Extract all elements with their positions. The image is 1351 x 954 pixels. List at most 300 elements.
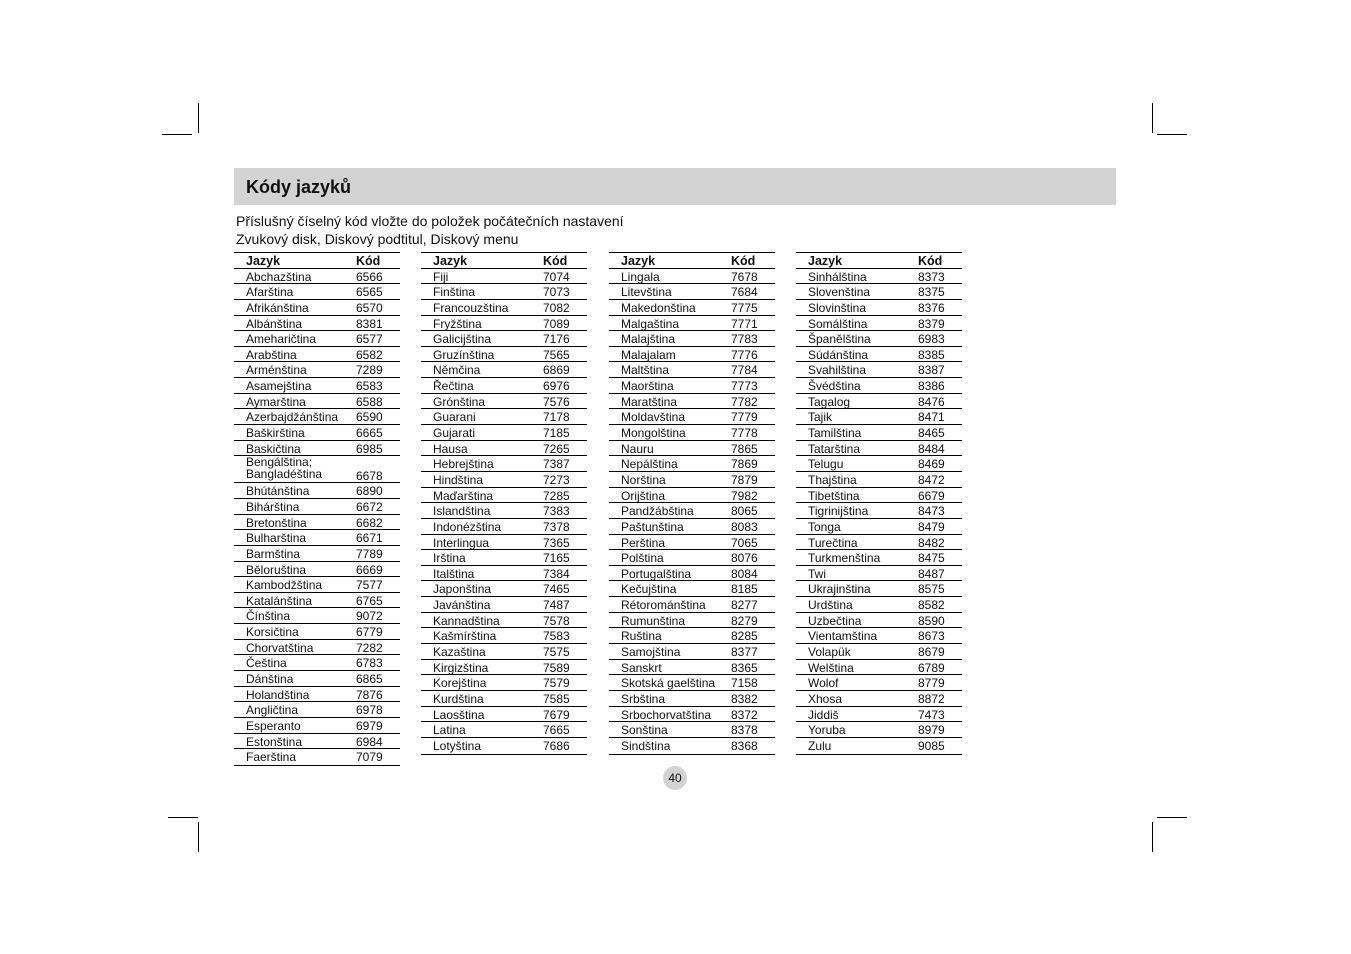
table-row (234, 687, 400, 703)
header-language: Jazyk (621, 254, 656, 268)
language-name: Afarština (246, 285, 294, 300)
language-code: 8575 (918, 582, 945, 597)
language-name: Volapük (808, 645, 851, 660)
crop-mark (1157, 134, 1187, 135)
page-title: Kódy jazyků (246, 177, 352, 197)
table-row (609, 347, 775, 363)
language-name: Tagalog (808, 394, 851, 409)
language-name: Bretonština (246, 515, 307, 530)
language-code: 6669 (356, 562, 383, 577)
table-row (234, 331, 400, 347)
language-table-column-2 (421, 252, 587, 755)
table-row (421, 316, 587, 332)
header-code: Kód (731, 254, 756, 268)
language-name: Thajština (808, 472, 857, 487)
language-name: Abchazština (246, 269, 312, 284)
table-row (609, 378, 775, 394)
language-name: Albánština (246, 316, 303, 331)
language-name: Vientamština (808, 629, 878, 644)
language-name: Řečtina (433, 379, 474, 394)
table-row (796, 300, 962, 316)
table-row (796, 628, 962, 644)
language-code: 8582 (918, 598, 945, 613)
table-row (421, 378, 587, 394)
language-name: Maďarština (433, 488, 494, 503)
language-name: Kambodžština (246, 578, 323, 593)
crop-mark (198, 103, 199, 133)
language-name: Malajalam (621, 347, 676, 362)
language-name: Kannadština (433, 613, 500, 628)
language-name: Bengálština; Bangladéština (246, 455, 323, 482)
language-code: 8673 (918, 629, 945, 644)
language-code: 6869 (543, 363, 570, 378)
table-row (234, 749, 400, 765)
table-row (609, 535, 775, 551)
language-code: 8285 (731, 629, 758, 644)
language-name: Indonézština (433, 519, 502, 534)
language-code: 8590 (918, 613, 945, 628)
language-code: 6583 (356, 379, 383, 394)
crop-mark (1152, 103, 1153, 133)
table-header (421, 253, 587, 269)
language-name: Asamejština (246, 379, 312, 394)
language-name: Bihárština (246, 499, 300, 514)
table-row (234, 562, 400, 578)
language-name: Uzbečtina (808, 613, 862, 628)
language-code: 6984 (356, 734, 383, 749)
table-row (609, 738, 775, 754)
language-code: 7778 (731, 426, 758, 441)
table-row (609, 519, 775, 535)
table-row (421, 394, 587, 410)
language-code: 7089 (543, 316, 570, 331)
table-row (796, 394, 962, 410)
table-row (609, 394, 775, 410)
language-name: Tibetština (808, 488, 860, 503)
language-code: 7065 (731, 535, 758, 550)
table-row (796, 409, 962, 425)
language-name: Twi (808, 566, 826, 581)
language-code: 8381 (356, 316, 383, 331)
table-row (421, 722, 587, 738)
language-name: Islandština (433, 504, 491, 519)
table-row (609, 425, 775, 441)
language-table-column-3 (609, 252, 775, 755)
language-code: 7074 (543, 269, 570, 284)
header-language: Jazyk (433, 254, 468, 268)
language-code: 8484 (918, 441, 945, 456)
table-row (421, 284, 587, 300)
table-row (796, 722, 962, 738)
header-code: Kód (918, 254, 943, 268)
table-row (609, 472, 775, 488)
table-row (796, 488, 962, 504)
table-row (421, 628, 587, 644)
table-row (796, 284, 962, 300)
language-code: 6978 (356, 703, 383, 718)
language-code: 7473 (918, 707, 945, 722)
language-name: Kašmírština (433, 629, 497, 644)
language-code: 7665 (543, 723, 570, 738)
table-row (234, 394, 400, 410)
table-row (234, 409, 400, 425)
language-code: 6665 (356, 426, 383, 441)
language-code: 7289 (356, 363, 383, 378)
language-name: Dánština (246, 672, 294, 687)
language-name: Maratština (621, 394, 678, 409)
language-code: 7576 (543, 394, 570, 409)
language-code: 7865 (731, 441, 758, 456)
language-name: Grónština (433, 394, 486, 409)
table-row (796, 566, 962, 582)
language-name: Ameharičtina (246, 332, 317, 347)
language-code: 8277 (731, 598, 758, 613)
language-code: 8779 (918, 676, 945, 691)
table-row (234, 499, 400, 515)
table-row (421, 362, 587, 378)
table-row (421, 566, 587, 582)
language-name: Sonština (621, 723, 668, 738)
language-name: Mongolština (621, 426, 686, 441)
language-code: 7585 (543, 691, 570, 706)
table-row (609, 441, 775, 457)
language-code: 6678 (356, 469, 383, 484)
language-name: Katalánština (246, 593, 313, 608)
table-row (609, 660, 775, 676)
language-name: Polština (621, 551, 664, 566)
table-row (421, 644, 587, 660)
language-name: Korejština (433, 676, 487, 691)
language-name: Nauru (621, 441, 654, 456)
language-code: 8469 (918, 457, 945, 472)
language-name: Afrikánština (246, 300, 309, 315)
language-name: Barmština (246, 546, 301, 561)
table-row (609, 284, 775, 300)
table-row (421, 269, 587, 285)
table-row (421, 581, 587, 597)
language-code: 7779 (731, 410, 758, 425)
language-code: 8482 (918, 535, 945, 550)
language-code: 6570 (356, 300, 383, 315)
crop-mark (1152, 822, 1153, 852)
language-code: 8076 (731, 551, 758, 566)
language-code: 6983 (918, 332, 945, 347)
table-row (234, 347, 400, 363)
language-name: Javánština (433, 598, 491, 613)
table-row (234, 300, 400, 316)
table-row (796, 441, 962, 457)
language-name: Welština (808, 660, 854, 675)
table-row (234, 702, 400, 718)
language-name: Fiji (433, 269, 449, 284)
table-row (796, 597, 962, 613)
language-code: 7384 (543, 566, 570, 581)
language-name: Maltština (621, 363, 670, 378)
language-name: Portugalština (621, 566, 692, 581)
table-row (421, 331, 587, 347)
language-name: Samojština (621, 645, 681, 660)
table-row (234, 269, 400, 285)
table-row (421, 347, 587, 363)
language-name: Tajik (808, 410, 833, 425)
language-code: 8368 (731, 738, 758, 753)
language-name: Čeština (246, 656, 287, 671)
language-code: 7782 (731, 394, 758, 409)
table-row (234, 515, 400, 531)
table-row (796, 472, 962, 488)
table-header (234, 253, 400, 269)
table-row (796, 269, 962, 285)
table-row (796, 581, 962, 597)
language-table-column-1 (234, 252, 400, 766)
language-name: Turečtina (808, 535, 858, 550)
language-name: Rumunština (621, 613, 686, 628)
language-code: 7982 (731, 488, 758, 503)
table-row (609, 269, 775, 285)
language-code: 6865 (356, 672, 383, 687)
language-name: Maorština (621, 379, 674, 394)
language-code: 8479 (918, 519, 945, 534)
language-name: Ukrajinština (808, 582, 871, 597)
language-code: 8979 (918, 723, 945, 738)
language-code: 7783 (731, 332, 758, 347)
table-row (421, 707, 587, 723)
language-code: 7771 (731, 316, 758, 331)
language-code: 8378 (731, 723, 758, 738)
language-code: 7079 (356, 750, 383, 765)
table-row (796, 331, 962, 347)
language-name: Lotyština (433, 738, 482, 753)
language-name: Súdánština (808, 347, 869, 362)
language-code: 8185 (731, 582, 758, 597)
language-name: Sindština (621, 738, 671, 753)
language-name: Latina (433, 723, 466, 738)
language-name: Francouzština (433, 300, 509, 315)
language-name: Svahilština (808, 363, 867, 378)
language-code: 7589 (543, 660, 570, 675)
language-name: Běloruština (246, 562, 307, 577)
table-row (609, 488, 775, 504)
language-code: 6565 (356, 285, 383, 300)
table-row (421, 738, 587, 754)
table-row (796, 707, 962, 723)
language-name: Faerština (246, 750, 297, 765)
table-row (796, 660, 962, 676)
language-code: 8475 (918, 551, 945, 566)
language-code: 6779 (356, 625, 383, 640)
language-code: 8679 (918, 645, 945, 660)
header-language: Jazyk (808, 254, 843, 268)
language-name: Turkmenština (808, 551, 881, 566)
language-code: 7158 (731, 676, 758, 691)
language-code: 8472 (918, 472, 945, 487)
language-code: 7679 (543, 707, 570, 722)
language-name: Ruština (621, 629, 662, 644)
language-name: Finština (433, 285, 476, 300)
language-code: 6679 (918, 488, 945, 503)
language-code: 8465 (918, 426, 945, 441)
language-name: Estonština (246, 734, 303, 749)
table-row (234, 378, 400, 394)
language-code: 7565 (543, 347, 570, 362)
language-code: 7575 (543, 645, 570, 660)
language-code: 6985 (356, 441, 383, 456)
table-row (421, 409, 587, 425)
table-row (796, 425, 962, 441)
language-name: Pandžábština (621, 504, 694, 519)
language-name: Kurdština (433, 691, 484, 706)
language-name: Slovenština (808, 285, 871, 300)
language-code: 7578 (543, 613, 570, 628)
language-code: 8083 (731, 519, 758, 534)
table-row (234, 456, 400, 483)
language-name: Rétorománština (621, 598, 706, 613)
table-row (796, 613, 962, 629)
table-row (421, 456, 587, 472)
language-code: 7879 (731, 472, 758, 487)
table-row (796, 362, 962, 378)
language-code: 8279 (731, 613, 758, 628)
language-name: Wolof (808, 676, 839, 691)
table-row (796, 550, 962, 566)
table-row (609, 409, 775, 425)
table-row (234, 284, 400, 300)
language-name: Interlingua (433, 535, 490, 550)
table-row (234, 441, 400, 457)
language-code: 8065 (731, 504, 758, 519)
table-row (234, 530, 400, 546)
language-name: Gruzínština (433, 347, 495, 362)
language-name: Němčina (433, 363, 481, 378)
language-code: 8375 (918, 285, 945, 300)
table-row (609, 691, 775, 707)
table-row (234, 577, 400, 593)
table-row (609, 707, 775, 723)
language-name: Arabština (246, 347, 297, 362)
language-code: 7487 (543, 598, 570, 613)
language-name: Azerbajdžánština (246, 410, 339, 425)
language-name: Urdština (808, 598, 853, 613)
language-name: Čínština (246, 609, 291, 624)
language-code: 6672 (356, 499, 383, 514)
table-row (421, 425, 587, 441)
language-code: 8872 (918, 691, 945, 706)
language-code: 8387 (918, 363, 945, 378)
language-name: Bhútánština (246, 484, 310, 499)
language-code: 7789 (356, 546, 383, 561)
language-name: Arménština (246, 363, 307, 378)
table-row (234, 718, 400, 734)
language-code: 8386 (918, 379, 945, 394)
language-code: 6582 (356, 347, 383, 362)
table-row (421, 519, 587, 535)
language-code: 8471 (918, 410, 945, 425)
table-row (796, 378, 962, 394)
language-code: 7273 (543, 472, 570, 487)
language-name: Paštunština (621, 519, 684, 534)
language-name: Irština (433, 551, 466, 566)
table-row (796, 519, 962, 535)
language-name: Nepálština (621, 457, 678, 472)
language-name: Zulu (808, 738, 832, 753)
language-code: 7678 (731, 269, 758, 284)
language-code: 9085 (918, 738, 945, 753)
language-name: Kirgizština (433, 660, 489, 675)
language-code: 8487 (918, 566, 945, 581)
table-row (234, 734, 400, 750)
table-row (609, 722, 775, 738)
language-code: 6979 (356, 718, 383, 733)
language-code: 6671 (356, 531, 383, 546)
table-row (234, 655, 400, 671)
language-name: Holandština (246, 687, 310, 702)
table-row (609, 316, 775, 332)
instruction-line: Příslušný číselný kód vložte do položek počátečních nastavení (236, 213, 624, 229)
language-name: Tigrinijština (808, 504, 869, 519)
table-row (234, 608, 400, 624)
table-row (421, 472, 587, 488)
language-name: Xhosa (808, 691, 843, 706)
language-name: Srbochorvatština (621, 707, 712, 722)
language-code: 6765 (356, 593, 383, 608)
language-code: 8365 (731, 660, 758, 675)
table-row (796, 675, 962, 691)
table-row (609, 331, 775, 347)
language-code: 8385 (918, 347, 945, 362)
language-name: Angličtina (246, 703, 299, 718)
language-name: Galicijština (433, 332, 492, 347)
table-row (234, 640, 400, 656)
table-row (234, 624, 400, 640)
language-code: 7876 (356, 687, 383, 702)
language-name: Orijština (621, 488, 666, 503)
language-code: 7165 (543, 551, 570, 566)
language-name: Korsičtina (246, 625, 299, 640)
language-code: 8476 (918, 394, 945, 409)
table-row (421, 300, 587, 316)
language-code: 7265 (543, 441, 570, 456)
language-code: 6566 (356, 269, 383, 284)
language-code: 7775 (731, 300, 758, 315)
header-code: Kód (543, 254, 568, 268)
language-code: 7465 (543, 582, 570, 597)
language-name: Kazaština (433, 645, 486, 660)
language-code: 7282 (356, 640, 383, 655)
language-name: Hindština (433, 472, 484, 487)
language-name: Moldavština (621, 410, 686, 425)
language-code: 7365 (543, 535, 570, 550)
table-row (234, 546, 400, 562)
table-row (421, 691, 587, 707)
language-code: 7387 (543, 457, 570, 472)
language-name: Somálština (808, 316, 868, 331)
language-code: 6588 (356, 394, 383, 409)
language-name: Telugu (808, 457, 844, 472)
language-name: Aymarština (246, 394, 306, 409)
language-name: Švédština (808, 379, 861, 394)
language-name: Tatarština (808, 441, 861, 456)
table-row (796, 503, 962, 519)
language-code: 8377 (731, 645, 758, 660)
language-name: Perština (621, 535, 666, 550)
table-row (609, 456, 775, 472)
table-header (796, 253, 962, 269)
language-code: 7383 (543, 504, 570, 519)
language-code: 7686 (543, 738, 570, 753)
language-name: Gujarati (433, 426, 476, 441)
language-code: 7185 (543, 426, 570, 441)
language-code: 7285 (543, 488, 570, 503)
